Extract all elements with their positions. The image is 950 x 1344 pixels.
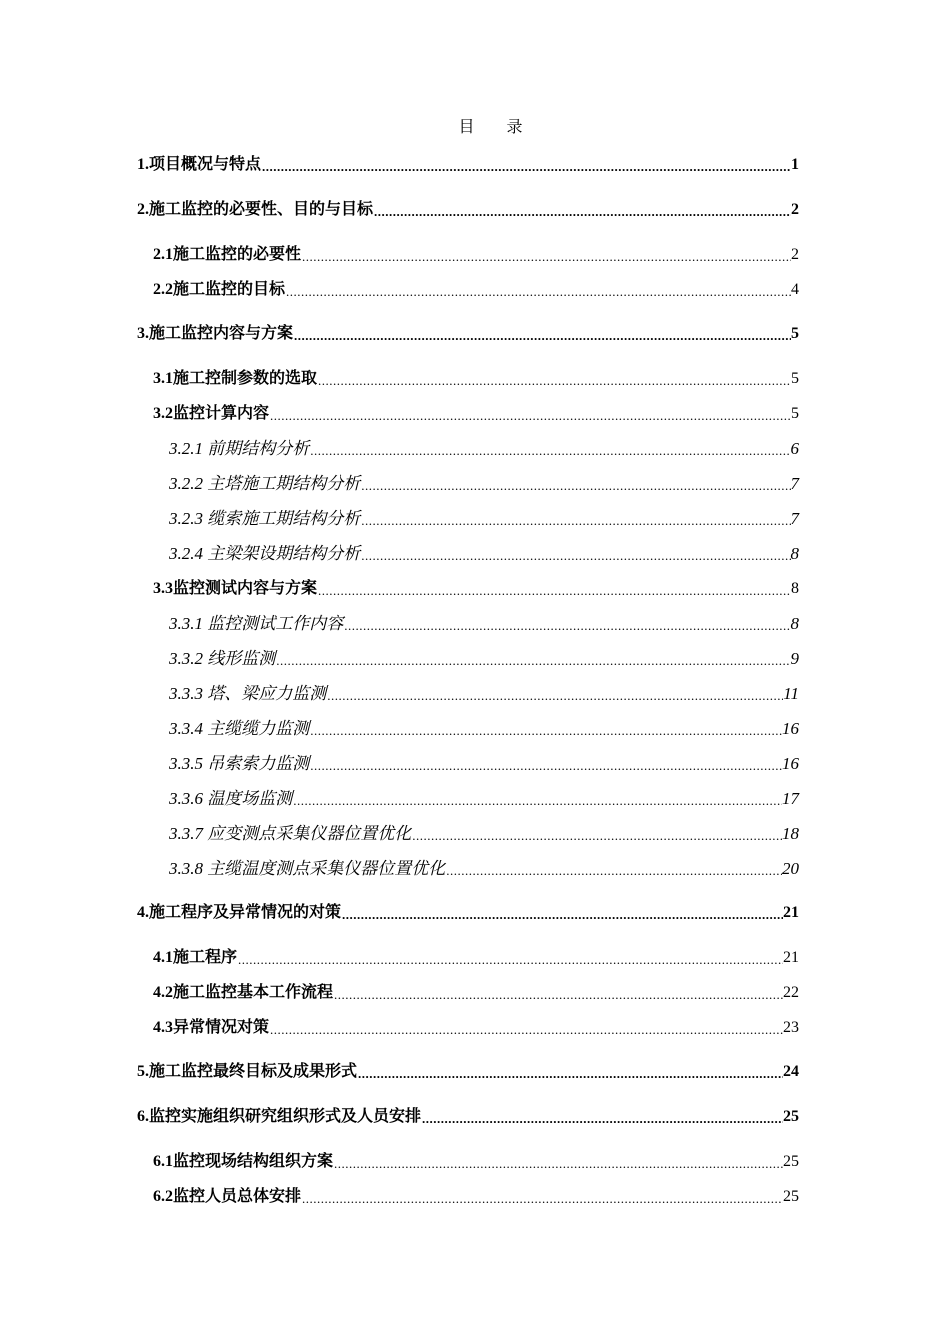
toc-entry-3-2-2[interactable] bbox=[169, 472, 799, 496]
toc-page-number: 5 bbox=[791, 405, 799, 422]
toc-page-number: 25 bbox=[783, 1153, 799, 1170]
toc-leader-dots bbox=[309, 437, 790, 461]
toc-entry-3-3-3[interactable] bbox=[169, 682, 799, 706]
toc-page-number: 7 bbox=[790, 474, 799, 493]
toc-leader-dots bbox=[301, 243, 791, 267]
toc-leader-dots bbox=[373, 198, 791, 222]
toc-page-number: 22 bbox=[783, 984, 799, 1001]
toc-entry-3-2-1[interactable] bbox=[169, 437, 799, 461]
toc-entry-3[interactable] bbox=[137, 322, 799, 346]
toc-leader-dots bbox=[269, 402, 791, 426]
toc-entry-6-1[interactable] bbox=[153, 1150, 799, 1174]
toc-page-number: 25 bbox=[783, 1188, 799, 1205]
toc-leader-dots bbox=[357, 1060, 783, 1084]
toc-leader-dots bbox=[237, 946, 783, 970]
toc-entry-text: 1.项目概况与特点 bbox=[137, 156, 262, 173]
toc-entry-text: 2.施工监控的必要性、目的与目标 bbox=[137, 201, 374, 218]
toc-page-number: 23 bbox=[783, 1019, 799, 1036]
toc-entry-text: 2.2施工监控的目标 bbox=[153, 281, 286, 298]
toc-leader-dots bbox=[269, 1016, 783, 1040]
toc-entry-text: 3.3.5 吊索索力监测 bbox=[169, 754, 310, 773]
toc-entry-text: 3.3.4 主缆缆力监测 bbox=[169, 719, 310, 738]
toc-entry-text: 3.3.7 应变测点采集仪器位置优化 bbox=[169, 824, 412, 843]
toc-leader-dots bbox=[360, 507, 790, 531]
toc-leader-dots bbox=[275, 647, 790, 671]
toc-entry-text: 4.施工程序及异常情况的对策 bbox=[137, 904, 342, 921]
toc-entry-3-3[interactable] bbox=[153, 577, 799, 601]
toc-entry-3-3-7[interactable] bbox=[169, 822, 799, 846]
toc-page-number: 18 bbox=[782, 824, 799, 843]
toc-entry-text: 3.3.6 温度场监测 bbox=[169, 789, 293, 808]
toc-leader-dots bbox=[360, 472, 790, 496]
toc-page-number: 9 bbox=[790, 649, 799, 668]
toc-entry-text: 3.1施工控制参数的选取 bbox=[153, 370, 318, 387]
toc-entry-6[interactable] bbox=[137, 1105, 799, 1129]
toc-entry-text: 3.2.4 主梁架设期结构分析 bbox=[169, 544, 361, 563]
toc-entry-5[interactable] bbox=[137, 1060, 799, 1084]
toc-entry-3-2[interactable] bbox=[153, 402, 799, 426]
toc-leader-dots bbox=[326, 682, 783, 706]
toc-entry-3-3-6[interactable] bbox=[169, 787, 799, 811]
toc-entry-1[interactable] bbox=[137, 153, 799, 177]
toc-page-number: 16 bbox=[782, 719, 799, 738]
toc-entry-text: 4.3异常情况对策 bbox=[153, 1019, 270, 1036]
toc-leader-dots bbox=[360, 542, 790, 566]
toc-page-number: 21 bbox=[783, 904, 799, 921]
toc-entry-text: 3.3.2 线形监测 bbox=[169, 649, 276, 668]
toc-page-number: 5 bbox=[791, 370, 799, 387]
toc-entry-3-3-4[interactable] bbox=[169, 717, 799, 741]
toc-entry-3-3-1[interactable] bbox=[169, 612, 799, 636]
toc-page-number: 21 bbox=[783, 949, 799, 966]
toc-page-number: 16 bbox=[782, 754, 799, 773]
toc-leader-dots bbox=[421, 1105, 783, 1129]
toc-page-number: 24 bbox=[783, 1063, 799, 1080]
toc-page-number: 17 bbox=[782, 789, 799, 808]
toc-page-number: 2 bbox=[791, 201, 799, 218]
toc-leader-dots bbox=[309, 717, 782, 741]
toc-page-number: 20 bbox=[782, 859, 799, 878]
toc-page-number: 8 bbox=[791, 580, 799, 597]
toc-entry-6-2[interactable] bbox=[153, 1185, 799, 1209]
toc-entry-text: 6.监控实施组织研究组织形式及人员安排 bbox=[137, 1108, 422, 1125]
toc-entry-text: 2.1施工监控的必要性 bbox=[153, 246, 302, 263]
toc-entry-text: 6.2监控人员总体安排 bbox=[153, 1188, 302, 1205]
toc-entry-text: 3.2.3 缆索施工期结构分析 bbox=[169, 509, 361, 528]
toc-entry-text: 6.1监控现场结构组织方案 bbox=[153, 1153, 334, 1170]
toc-page-number: 5 bbox=[791, 325, 799, 342]
toc-entry-3-2-3[interactable] bbox=[169, 507, 799, 531]
toc-page-number: 25 bbox=[783, 1108, 799, 1125]
toc-entry-text: 3.3监控测试内容与方案 bbox=[153, 580, 318, 597]
toc-entry-text: 3.2.2 主塔施工期结构分析 bbox=[169, 474, 361, 493]
toc-page-number: 2 bbox=[791, 246, 799, 263]
toc-leader-dots bbox=[445, 857, 782, 881]
toc-page-number: 6 bbox=[790, 439, 799, 458]
toc-entry-text: 3.3.8 主缆温度测点采集仪器位置优化 bbox=[169, 859, 446, 878]
toc-entry-2-1[interactable] bbox=[153, 243, 799, 267]
toc-page-number: 11 bbox=[783, 684, 799, 703]
toc-entry-3-1[interactable] bbox=[153, 367, 799, 391]
toc-entry-text: 3.3.3 塔、梁应力监测 bbox=[169, 684, 327, 703]
toc-entry-text: 3.施工监控内容与方案 bbox=[137, 325, 294, 342]
toc-leader-dots bbox=[341, 901, 783, 925]
toc-leader-dots bbox=[301, 1185, 783, 1209]
toc-leader-dots bbox=[333, 981, 783, 1005]
toc-leader-dots bbox=[309, 752, 782, 776]
toc-entry-4-3[interactable] bbox=[153, 1016, 799, 1040]
toc-leader-dots bbox=[317, 577, 791, 601]
toc-entry-text: 3.2监控计算内容 bbox=[153, 405, 270, 422]
toc-entry-text: 3.2.1 前期结构分析 bbox=[169, 439, 310, 458]
toc-leader-dots bbox=[261, 153, 791, 177]
toc-entry-text: 4.1施工程序 bbox=[153, 949, 238, 966]
toc-entry-2-2[interactable] bbox=[153, 278, 799, 302]
toc-entry-3-3-8[interactable] bbox=[169, 857, 799, 881]
toc-leader-dots bbox=[285, 278, 791, 302]
toc-leader-dots bbox=[293, 322, 791, 346]
toc-page-number: 4 bbox=[791, 281, 799, 298]
toc-leader-dots bbox=[292, 787, 782, 811]
toc-leader-dots bbox=[333, 1150, 783, 1174]
toc-page-number: 1 bbox=[791, 156, 799, 173]
toc-entry-2[interactable] bbox=[137, 198, 799, 222]
toc-title: 目 录 bbox=[458, 119, 537, 136]
toc-page-number: 8 bbox=[790, 614, 799, 633]
toc-entry-3-3-5[interactable] bbox=[169, 752, 799, 776]
toc-entry-3-2-4[interactable] bbox=[169, 542, 799, 566]
toc-leader-dots bbox=[343, 612, 790, 636]
toc-page-number: 7 bbox=[790, 509, 799, 528]
toc-entry-text: 4.2施工监控基本工作流程 bbox=[153, 984, 334, 1001]
toc-entry-4-1[interactable] bbox=[153, 946, 799, 970]
toc-entry-text: 3.3.1 监控测试工作内容 bbox=[169, 614, 344, 633]
toc-page-number: 8 bbox=[790, 544, 799, 563]
toc-entry-4-2[interactable] bbox=[153, 981, 799, 1005]
toc-leader-dots bbox=[411, 822, 782, 846]
toc-entry-3-3-2[interactable] bbox=[169, 647, 799, 671]
toc-leader-dots bbox=[317, 367, 791, 391]
toc-entry-text: 5.施工监控最终目标及成果形式 bbox=[137, 1063, 358, 1080]
toc-entry-4[interactable] bbox=[137, 901, 799, 925]
